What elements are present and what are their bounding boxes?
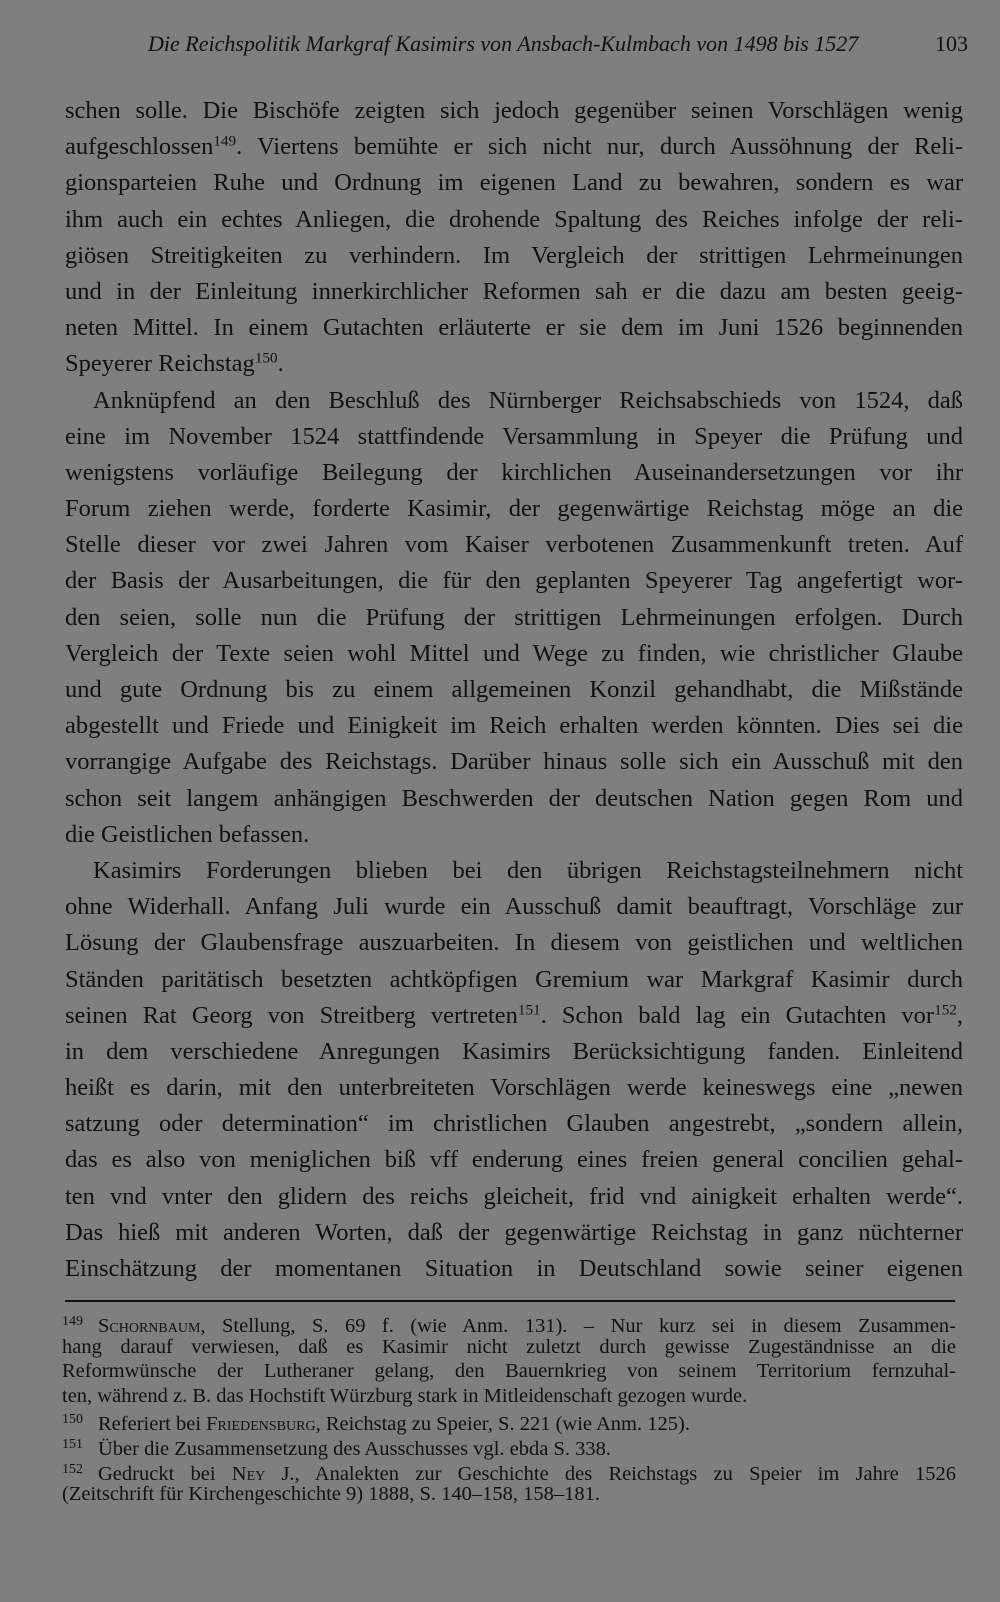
- text-line: ten vnd vnter den glidern des reichs gleicheit, frid vnd ainigkeit erhalten werde“.: [65, 1182, 963, 1210]
- text-line: Kasimirs Forderungen blieben bei den übrigen Reichstagsteilnehmern nicht: [93, 856, 963, 884]
- text-line: ihm auch ein echtes Anliegen, die drohende Spaltung des Reiches infolge der reli-: [65, 205, 963, 233]
- footnote-line: 151 Über die Zusammensetzung des Ausschusses vgl. ebda S. 338.: [62, 1433, 956, 1458]
- footnote-line: 152 Gedruckt bei Ney J., Analekten zur Geschichte des Reichstags zu Speier im Jahre 1526: [62, 1458, 956, 1483]
- text-line: schen solle. Die Bischöfe zeigten sich jedoch gegenüber seinen Vorschlägen wenig: [65, 97, 963, 124]
- text-line: Stelle dieser vor zwei Jahren vom Kaiser verbotenen Zusammenkunft treten. Auf: [65, 531, 963, 559]
- text-line: heißt es darin, mit den unterbreiteten Vorschlägen werde keineswegs eine „newen: [65, 1074, 963, 1102]
- text-line: das es also von meniglichen biß vff enderung eines freien general concilien gehal-: [65, 1146, 963, 1174]
- running-title: Die Reichspolitik Markgraf Kasimirs von Ansbach-Kulmbach von 1498 bis 1527: [148, 31, 859, 56]
- text-line: wenigstens vorläufige Beilegung der kirchlichen Auseinandersetzungen vor ihr: [65, 458, 963, 486]
- author-name: Ney: [231, 1462, 266, 1485]
- text-line: und in der Einleitung innerkirchlicher Reformen sah er die dazu am besten geeig-: [65, 277, 963, 305]
- text-line: vorrangige Aufgabe des Reichstags. Darüber hinaus solle sich ein Ausschuß mit den: [65, 748, 963, 776]
- text-line: Forum ziehen werde, forderte Kasimir, der gegenwärtige Reichstag möge an die: [65, 495, 963, 523]
- footnote-line: 150 Referiert bei Friedensburg, Reichstag zu Speier, S. 221 (wie Anm. 125).: [62, 1408, 956, 1433]
- footnote-line: (Zeitschrift für Kirchengeschichte 9) 1888, S. 140–158, 158–181.: [62, 1483, 601, 1506]
- text-line: ohne Widerhall. Anfang Juli wurde ein Ausschuß damit beauftragt, Vorschläge zur: [65, 893, 963, 921]
- footnote-number: 152: [62, 1461, 83, 1477]
- text-line: neten Mittel. In einem Gutachten erläuterte er sie dem im Juni 1526 beginnenden: [65, 314, 963, 342]
- text-line: in dem verschiedene Anregungen Kasimirs Berücksichtigung fanden. Einleitend: [65, 1037, 963, 1065]
- text-line: den seien, solle nun die Prüfung der strittigen Lehrmeinungen erfolgen. Durch: [65, 603, 963, 631]
- footnote-line: 149 Schornbaum, Stellung, S. 69 f. (wie Anm. 131). – Nur kurz sei in diesem Zusammen-: [62, 1310, 956, 1335]
- author-name: Schornbaum: [98, 1315, 201, 1337]
- text-line: giösen Streitigkeiten zu verhindern. Im Vergleich der strittigen Lehrmeinungen: [65, 241, 963, 269]
- text-line: schon seit langem anhängigen Beschwerden der deutschen Nation gegen Rom und: [65, 784, 963, 812]
- page-number: 103: [935, 31, 968, 56]
- text-line: der Basis der Ausarbeitungen, die für den geplanten Speyerer Tag angefertigt wor-: [65, 567, 963, 595]
- text-line: aufgeschlossen$^{149}$. Viertens bemühte er sich nicht nur, durch Aussöhnung der Reli-: [65, 132, 963, 161]
- footnote-ref: 152: [934, 1001, 957, 1019]
- text-line: abgestellt und Friede und Einigkeit im Reich erhalten werden könnten. Dies sei die: [65, 712, 963, 740]
- text-line: Das hieß mit anderen Worten, daß der gegenwärtige Reichstag in ganz nüchterner: [65, 1218, 963, 1246]
- text-line: Einschätzung der momentanen Situation in Deutschland sowie seiner eigenen: [65, 1255, 963, 1282]
- author-name: Friedensburg: [206, 1413, 316, 1436]
- text-line: die Geistlichen befassen.: [65, 820, 310, 848]
- footnotes: [62, 1310, 956, 1507]
- footnote-line: Reformwünsche der Lutheraner gelang, den Bauernkrieg von seinem Territorium fernzuhal-: [62, 1360, 956, 1383]
- footnote-ref: 150: [254, 349, 278, 367]
- text-line: Lösung der Glaubensfrage auszuarbeiten. In diesem von geistlichen und weltlichen: [65, 929, 963, 957]
- footnote-ref: 151: [517, 1001, 541, 1019]
- text-line: Anknüpfend an den Beschluß des Nürnberger Reichsabschieds von 1524, daß: [93, 386, 963, 414]
- footnote-rule: [65, 1300, 955, 1302]
- running-header: [148, 26, 968, 62]
- text-line: Speyerer Reichstag$^{150}$.: [65, 349, 284, 378]
- footnote-line: hang darauf verwiesen, daß es Kasimir nicht zuletzt durch gewisse Zugeständnisse an die: [62, 1335, 956, 1358]
- text-line: Ständen paritätisch besetzten achtköpfigen Gremium war Markgraf Kasimir durch: [65, 965, 963, 993]
- footnote-ref: 149: [213, 132, 237, 150]
- text-line: satzung oder determination“ im christlichen Glauben angestrebt, „sondern allein,: [65, 1110, 963, 1138]
- text-line: gionsparteien Ruhe und Ordnung im eigenen Land zu bewahren, sondern es war: [65, 169, 963, 197]
- text-line: seinen Rat Georg von Streitberg vertreten$^{151}$. Schon bald lag ein Gutachten vor$^{152}$,: [65, 1001, 963, 1029]
- footnote-number: 149: [62, 1314, 83, 1329]
- footnote-line: ten, während z. B. das Hochstift Würzburg stark in Mitleidenschaft gezogen wurde.: [62, 1384, 748, 1407]
- body-text: [65, 93, 963, 1287]
- text-line: Vergleich der Texte seien wohl Mittel und Wege zu finden, wie christlicher Glaube: [65, 639, 963, 667]
- text-line: eine im November 1524 stattfindende Versammlung in Speyer die Prüfung und: [65, 422, 963, 450]
- footnote-number: 150: [62, 1412, 83, 1428]
- footnote-number: 151: [62, 1436, 83, 1452]
- text-line: und gute Ordnung bis zu einem allgemeinen Konzil gehandhabt, die Mißstände: [65, 676, 963, 703]
